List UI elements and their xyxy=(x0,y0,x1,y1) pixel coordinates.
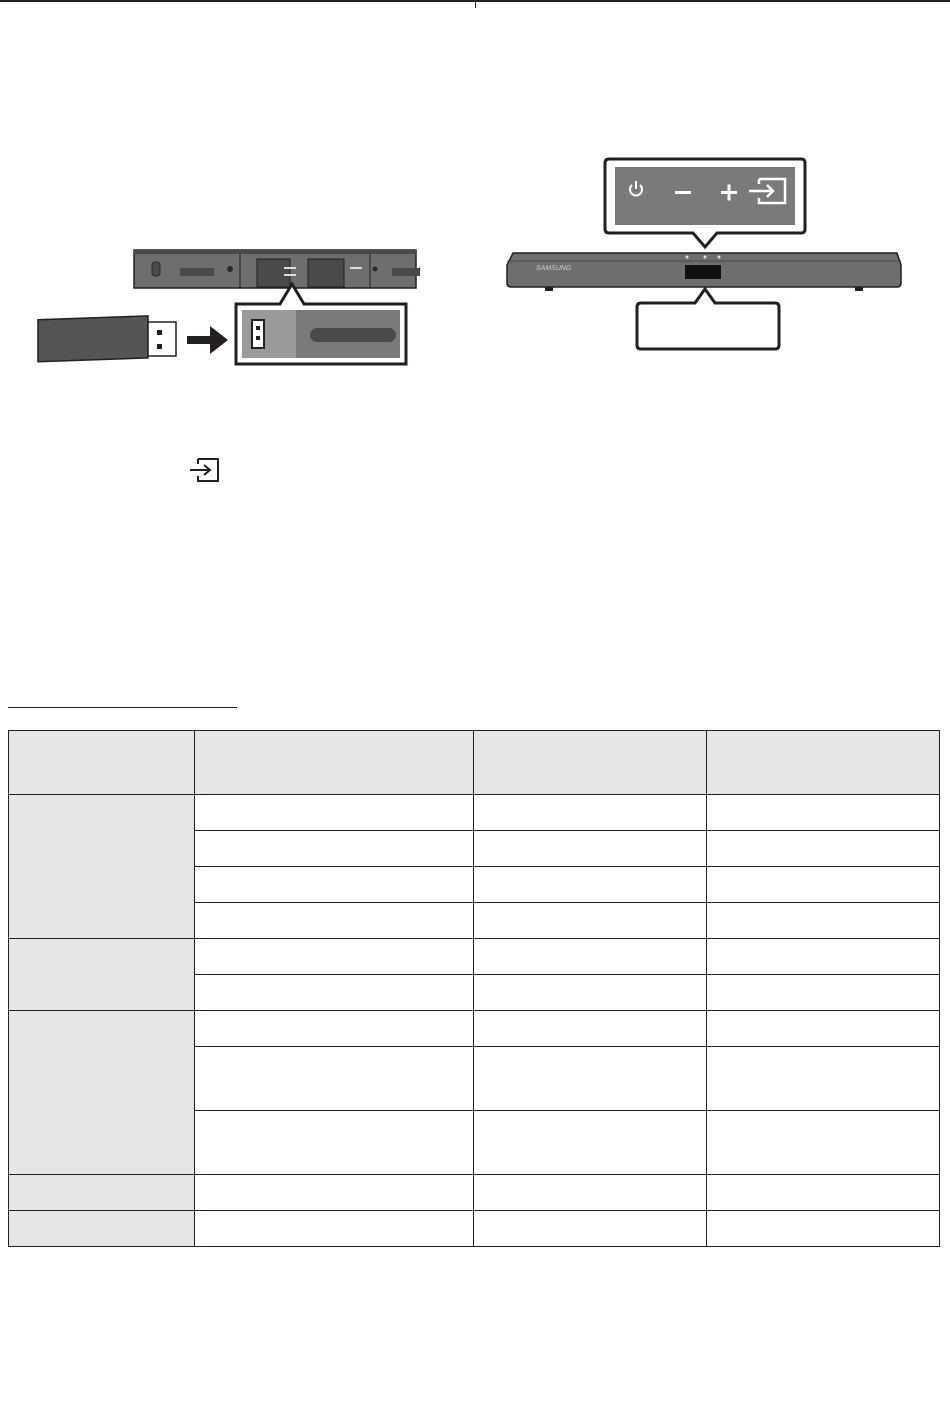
table-row xyxy=(9,1211,940,1247)
table-header-row xyxy=(9,731,940,795)
arrow-right-icon xyxy=(187,326,228,354)
table-header-cell xyxy=(195,731,474,795)
table-header-cell xyxy=(707,731,940,795)
table-header-cell xyxy=(474,731,707,795)
table-cell xyxy=(474,975,707,1011)
table-cell xyxy=(707,939,940,975)
table-cell xyxy=(474,1175,707,1211)
table-cell xyxy=(474,831,707,867)
category-cell xyxy=(9,939,195,1011)
usb-stick xyxy=(38,316,176,362)
source-input-icon xyxy=(188,456,222,484)
table-cell xyxy=(707,1175,940,1211)
header-center-tick xyxy=(475,0,476,8)
supported-formats-table xyxy=(8,730,940,1247)
table-cell xyxy=(707,867,940,903)
table-cell xyxy=(195,1175,474,1211)
section-heading-underline xyxy=(8,707,237,708)
table-cell xyxy=(195,939,474,975)
table-cell xyxy=(474,1011,707,1047)
table-cell xyxy=(195,1047,474,1111)
category-cell xyxy=(9,1011,195,1175)
soundbar-front xyxy=(507,253,901,291)
table-cell xyxy=(707,903,940,939)
table-cell xyxy=(195,867,474,903)
table-cell xyxy=(474,903,707,939)
table-cell xyxy=(195,1111,474,1175)
table-cell xyxy=(474,1047,707,1111)
table-row xyxy=(9,1011,940,1047)
table-cell xyxy=(195,795,474,831)
usb-port-zoom-callout xyxy=(236,284,406,364)
volume-down-icon xyxy=(675,191,691,194)
table-cell xyxy=(707,795,940,831)
top-panel-callout xyxy=(605,159,805,247)
table-cell xyxy=(707,1047,940,1111)
table-cell xyxy=(707,1011,940,1047)
category-cell xyxy=(9,795,195,939)
table-cell xyxy=(195,831,474,867)
table-cell xyxy=(474,1211,707,1247)
table-row xyxy=(9,939,940,975)
brand-logo: SAMSUNG xyxy=(535,265,572,272)
usb-connection-illustration xyxy=(30,240,420,375)
table-cell xyxy=(474,1111,707,1175)
table-cell xyxy=(474,939,707,975)
table-header-cell xyxy=(9,731,195,795)
table-cell xyxy=(195,1211,474,1247)
table-cell xyxy=(195,903,474,939)
soundbar-front-illustration xyxy=(505,155,905,355)
soundbar-rear xyxy=(134,250,420,288)
category-cell xyxy=(9,1175,195,1211)
table-cell xyxy=(195,1011,474,1047)
table-cell xyxy=(474,795,707,831)
display-callout xyxy=(637,289,779,349)
category-cell xyxy=(9,1211,195,1247)
table-row xyxy=(9,795,940,831)
table-cell xyxy=(707,975,940,1011)
table-cell xyxy=(707,1211,940,1247)
table-cell xyxy=(474,867,707,903)
table-cell xyxy=(195,975,474,1011)
table-cell xyxy=(707,1111,940,1175)
table-row xyxy=(9,1175,940,1211)
table-cell xyxy=(707,831,940,867)
